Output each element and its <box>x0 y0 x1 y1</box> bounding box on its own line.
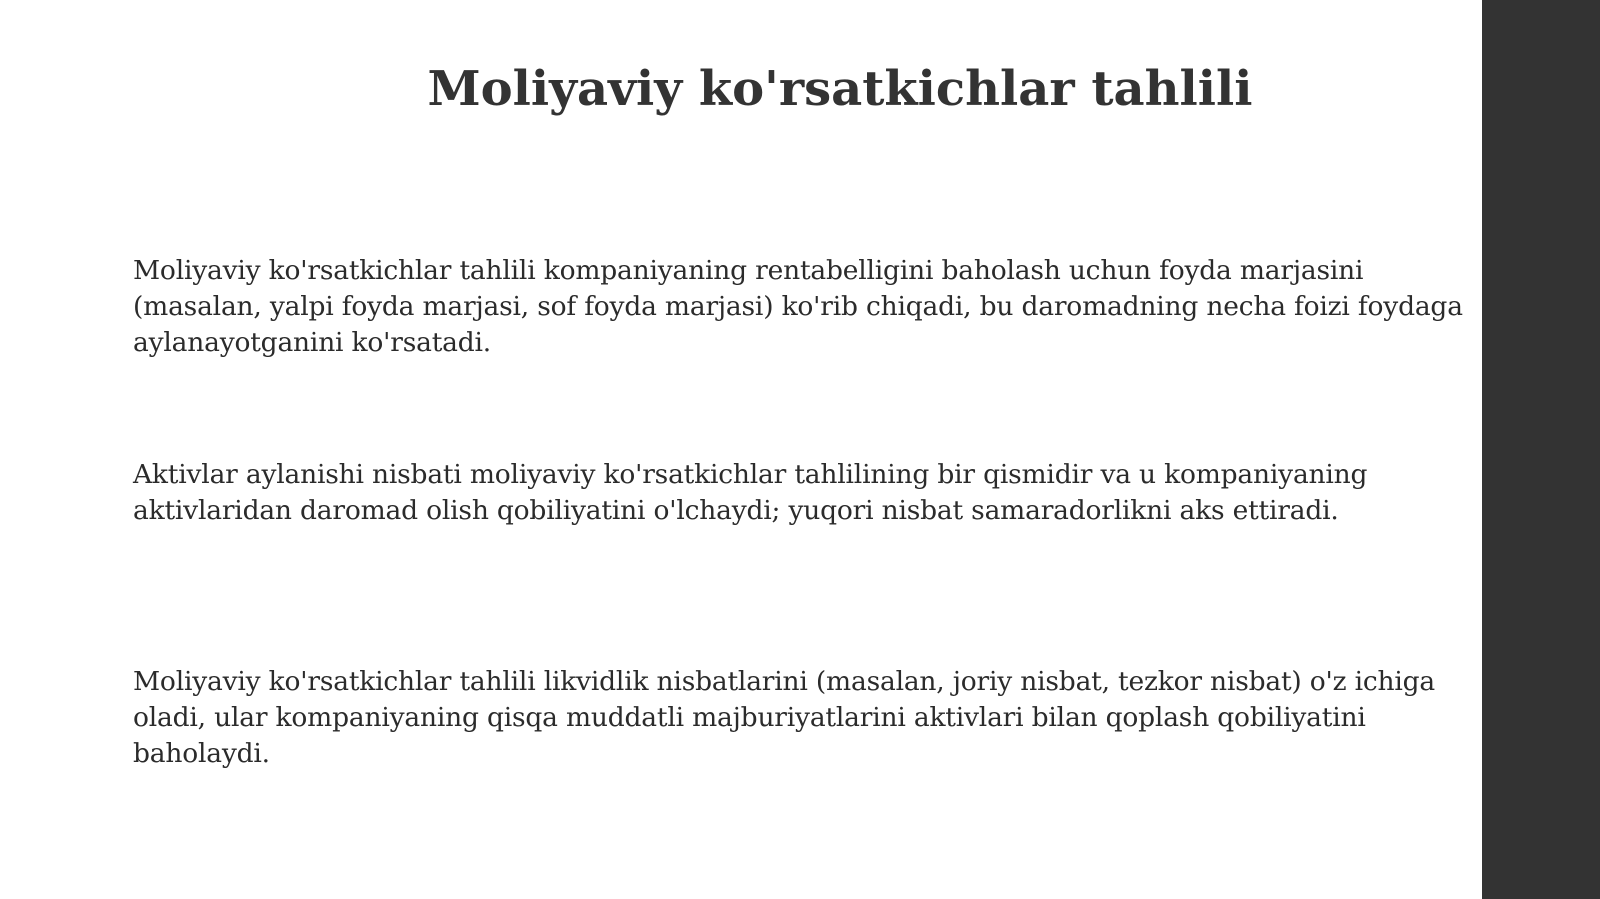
slide-title: Moliyaviy ko'rsatkichlar tahlili <box>427 61 1253 117</box>
paragraph-profitability: Moliyaviy ko'rsatkichlar tahlili kompaniyaning rentabelligini baholash uchun foyda marjasini (masalan, yalpi foyda marjasi, sof foyda marjasi) ko'rib chiqadi, bu daromadning necha foizi foydaga aylanayotganini ko'rsatadi. <box>133 255 1463 358</box>
paragraph-liquidity: Moliyaviy ko'rsatkichlar tahlili likvidlik nisbatlarini (masalan, joriy nisbat, tezkor nisbat) o'z ichiga oladi, ular kompaniyaning qisqa muddatli majburiyatlarini aktivlari bilan qoplash qobiliyatini baholaydi. <box>133 666 1436 769</box>
paragraph-asset-turnover: Aktivlar aylanishi nisbati moliyaviy ko'rsatkichlar tahlilining bir qismidir va u kompaniyaning aktivlaridan daromad olish qobiliyatini o'lchaydi; yuqori nisbat samaradorlikni aks ettiradi. <box>133 459 1368 526</box>
decorative-side-bar <box>1482 0 1600 899</box>
